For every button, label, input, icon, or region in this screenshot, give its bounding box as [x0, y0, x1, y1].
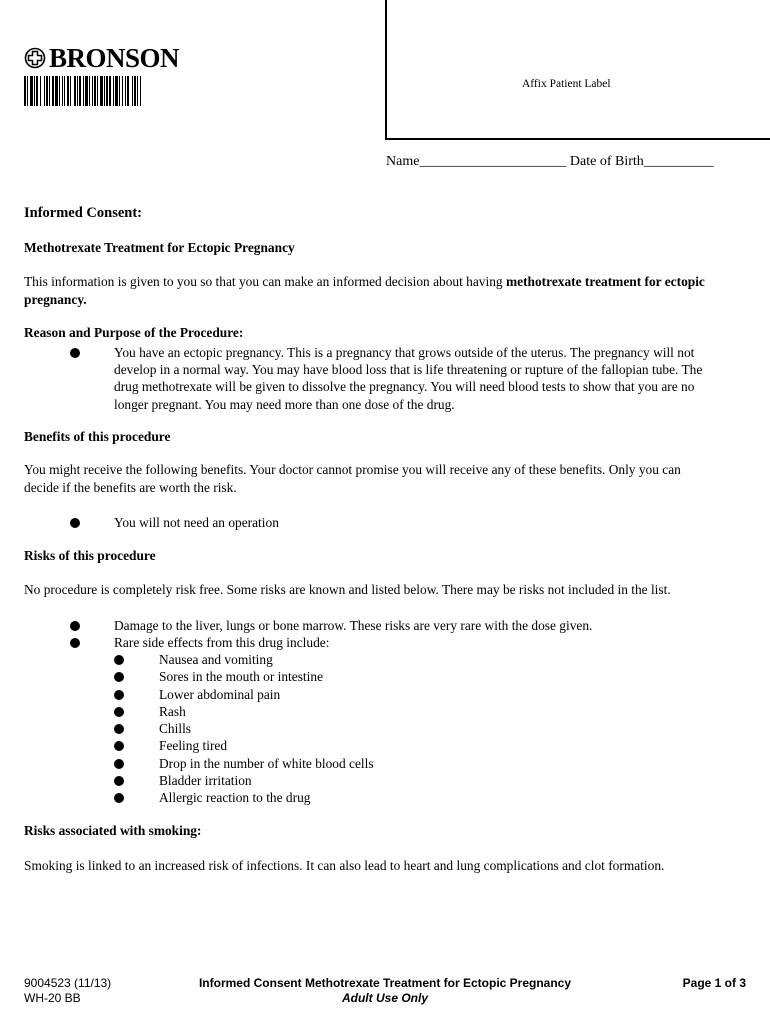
side-effect-item: Rash	[159, 704, 186, 719]
intro-bold-text: methotrexate treatment for ectopic pregnancy.	[24, 274, 705, 307]
barcode-stripe	[141, 76, 144, 106]
risks-heading: Risks of this procedure	[24, 548, 156, 563]
bullet-icon	[70, 518, 80, 528]
bullet-icon	[114, 741, 124, 751]
side-effect-item: Nausea and vomiting	[159, 652, 273, 667]
bullet-icon	[114, 707, 124, 717]
benefits-line: decide if the benefits are worth the risk.	[24, 480, 237, 495]
bullet-icon	[114, 724, 124, 734]
bullet-icon	[114, 690, 124, 700]
intro-text: This information is given to you so that you can make an informed decision about having	[24, 274, 506, 289]
risks-intro: No procedure is completely risk free. Some risks are known and listed below. There may be risks not included in the list.	[24, 582, 671, 597]
bullet-icon	[70, 638, 80, 648]
treatment-title: Methotrexate Treatment for Ectopic Pregnancy	[24, 240, 295, 255]
risk-item: Damage to the liver, lungs or bone marrow. These risks are very rare with the dose given.	[114, 618, 593, 633]
risk-item: Rare side effects from this drug include:	[114, 635, 330, 650]
patient-label-box	[385, 0, 770, 140]
form-number-block	[24, 976, 111, 1006]
smoking-text: Smoking is linked to an increased risk of infections. It can also lead to heart and lung complications and clot formation.	[24, 858, 665, 873]
form-code: WH-20 BB	[24, 991, 81, 1005]
footer-subtitle: Adult Use Only	[341, 991, 428, 1005]
bullet-icon	[114, 655, 124, 665]
side-effect-item: Feeling tired	[159, 738, 228, 753]
bullet-icon	[114, 672, 124, 682]
side-effect-item: Drop in the number of white blood cells	[159, 756, 374, 771]
side-effect-item: Chills	[159, 721, 191, 736]
name-dob-line: Name_____________________ Date of Birth__________	[386, 154, 714, 169]
side-effect-item: Lower abdominal pain	[159, 687, 281, 702]
smoking-heading: Risks associated with smoking:	[24, 823, 202, 838]
bullet-icon	[70, 348, 80, 358]
benefits-paragraph	[24, 461, 746, 497]
bullet-icon	[114, 776, 124, 786]
bullet-icon	[70, 621, 80, 631]
reason-text	[114, 344, 702, 413]
footer-title-block	[150, 976, 620, 1006]
bullet-icon	[114, 759, 124, 769]
page-number: Page 1 of 3	[682, 976, 746, 990]
bronson-logo	[24, 44, 228, 106]
bronson-cross-icon	[24, 47, 46, 69]
side-effect-item: Allergic reaction to the drug	[159, 790, 311, 805]
barcode	[24, 76, 228, 106]
affix-label-text: Affix Patient Label	[522, 78, 611, 90]
benefits-heading: Benefits of this procedure	[24, 429, 171, 444]
bullet-icon	[114, 793, 124, 803]
side-effect-item: Sores in the mouth or intestine	[159, 669, 324, 684]
reason-line: longer pregnant. You may need more than one dose of the drug.	[114, 396, 455, 412]
footer-title: Informed Consent Methotrexate Treatment for Ectopic Pregnancy	[198, 976, 572, 990]
reason-heading: Reason and Purpose of the Procedure:	[24, 325, 244, 340]
reason-line: develop in a normal way. You may have blood loss that is life threatening or rupture of the fallopian tube. The	[114, 362, 703, 378]
reason-line: You have an ectopic pregnancy. This is a pregnancy that grows outside of the uterus. The pregnancy will not	[114, 345, 695, 360]
logo-text: BRONSON	[49, 43, 180, 73]
benefit-item: You will not need an operation	[114, 515, 279, 530]
intro-paragraph	[24, 273, 746, 309]
reason-line: drug methotrexate will be given to dissolve the pregnancy. You will need blood tests to show that you are no	[114, 379, 695, 395]
side-effect-item: Bladder irritation	[159, 773, 252, 788]
informed-consent-heading: Informed Consent:	[24, 205, 143, 221]
benefits-line: You might receive the following benefits. Your doctor cannot promise you will receive any of these benefits. Only you can	[24, 462, 681, 477]
form-number: 9004523 (11/13)	[24, 976, 112, 990]
